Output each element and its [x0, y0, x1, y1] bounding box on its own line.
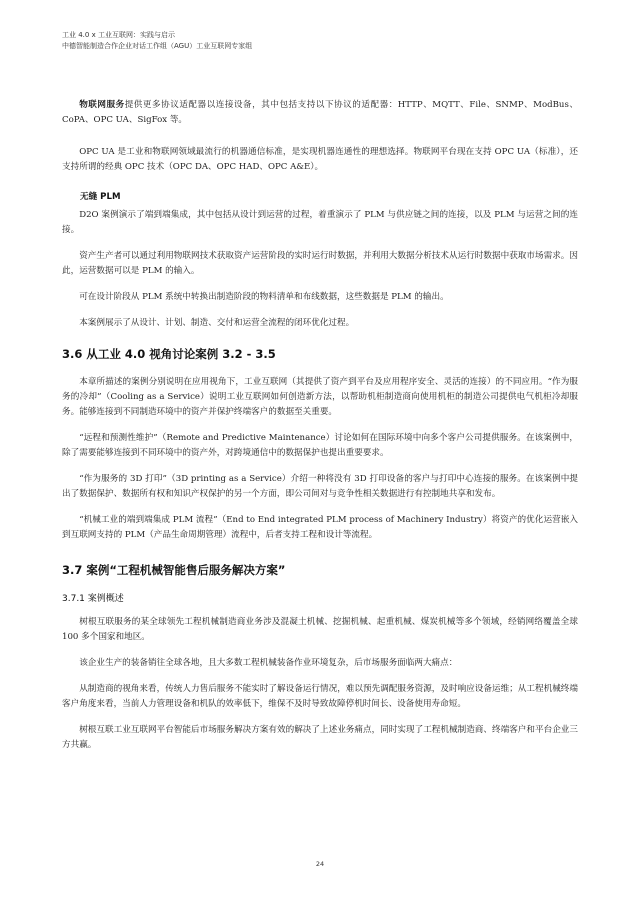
page-body — [62, 98, 578, 753]
plm-paragraph-3: 可在设计阶段从 PLM 系统中转换出制造阶段的物料清单和布线数据，这些数据是 PLM 的输出。 — [79, 292, 449, 302]
s36-paragraph-3: “作为服务的 3D 打印”（3D printing as a Service）介绍一种将没有 3D 打印设备的客户与打印中心连接的服务。在该案例中提出了数据保护、数据所有权和知识产权保护的另一个方面，即公司间对与竞争性相关数据进行有控制地共享和发布。 — [62, 474, 578, 499]
running-header — [62, 30, 252, 52]
s37-paragraph-2: 该企业生产的装备销往全球各地，且大多数工程机械装备作业环境复杂，后市场服务面临两大痛点： — [79, 658, 458, 668]
section-3-6-heading: 3.6 从工业 4.0 视角讨论案例 3.2 - 3.5 — [62, 347, 276, 361]
s37-paragraph-4: 树根互联工业互联网平台智能后市场服务解决方案有效的解决了上述业务痛点，同时实现了工程机械制造商、终端客户和平台企业三方共赢。 — [62, 725, 578, 750]
plm-paragraph-2: 资产生产者可以通过利用物联网技术获取资产运营阶段的实时运行时数据，并利用大数据分析技术从运行时数据中获取市场需求。因此，运营数据可以是 PLM 的输入。 — [62, 251, 578, 276]
section-3-7-1-heading: 3.7.1 案例概述 — [62, 594, 124, 604]
opc-paragraph: OPC UA 是工业和物联网领域最流行的机器通信标准，是实现机器连通性的理想选择。物联网平台现在支持 OPC UA（标准），还支持所谓的经典 OPC 技术（OPC DA、OPC HAD、OPC A&E）。 — [62, 147, 578, 172]
header-title: 工业 4.0 x 工业互联网：实践与启示 — [62, 31, 175, 39]
iot-lead: 物联网服务 — [79, 100, 125, 110]
header-subtitle: 中德智能制造合作企业对话工作组（AGU）工业互联网专家组 — [62, 42, 253, 50]
s36-paragraph-1: 本章所描述的案例分别说明在应用视角下，工业互联网（其提供了资产到平台及应用程序安全、灵活的连接）的不同应用。“作为服务的冷却”（Cooling as a Service）说明工业互联网如何创造新方法，以帮助机柜制造商向使用机柜的制造公司提供电气机柜冷却服务。能够连接到不同制造环境中的资产并保护终端客户的数据至关重要。 — [62, 377, 578, 417]
page-number: 24 — [315, 860, 325, 868]
s36-paragraph-4: “机械工业的端到端集成 PLM 流程”（End to End integrated PLM process of Machinery Industry）将资产的优化运营嵌入到互联网支持的 PLM（产品生命周期管理）流程中，后者支持工程和设计等流程。 — [62, 515, 578, 540]
s37-paragraph-3: 从制造商的视角来看，传统人力售后服务不能实时了解设备运行情况，难以预先调配服务资源，及时响应设备运维；从工程机械终端客户角度来看，当前人力管理设备和机队的效率低下，维保不及时导致故障停机时间长、设备使用寿命短。 — [62, 684, 578, 709]
iot-paragraph — [62, 98, 578, 128]
section-3-7-heading: 3.7 案例“工程机械智能售后服务解决方案” — [62, 563, 286, 577]
plm-title: 无缝 PLM — [80, 192, 121, 202]
iot-text: 提供更多协议适配器以连接设备，其中包括支持以下协议的适配器：HTTP、MQTT、File、SNMP、ModBus、CoPA、OPC UA、SigFox 等。 — [62, 100, 578, 125]
s36-paragraph-2: “远程和预测性维护”（Remote and Predictive Maintenance）讨论如何在国际环境中向多个客户公司提供服务。在该案例中，除了需要能够连接到不同环境中的资产外，对跨境通信中的数据保护也提出重要要求。 — [62, 433, 578, 458]
plm-paragraph-4: 本案例展示了从设计、计划、制造、交付和运营全流程的闭环优化过程。 — [79, 318, 355, 328]
s37-paragraph-1: 树根互联服务的某全球领先工程机械制造商业务涉及混凝土机械、挖掘机械、起重机械、煤炭机械等多个领域，经销网络覆盖全球 100 多个国家和地区。 — [62, 617, 578, 642]
plm-paragraph-1: D2O 案例演示了端到端集成，其中包括从设计到运营的过程，着重演示了 PLM 与供应链之间的连接，以及 PLM 与运营之间的连接。 — [62, 210, 578, 235]
